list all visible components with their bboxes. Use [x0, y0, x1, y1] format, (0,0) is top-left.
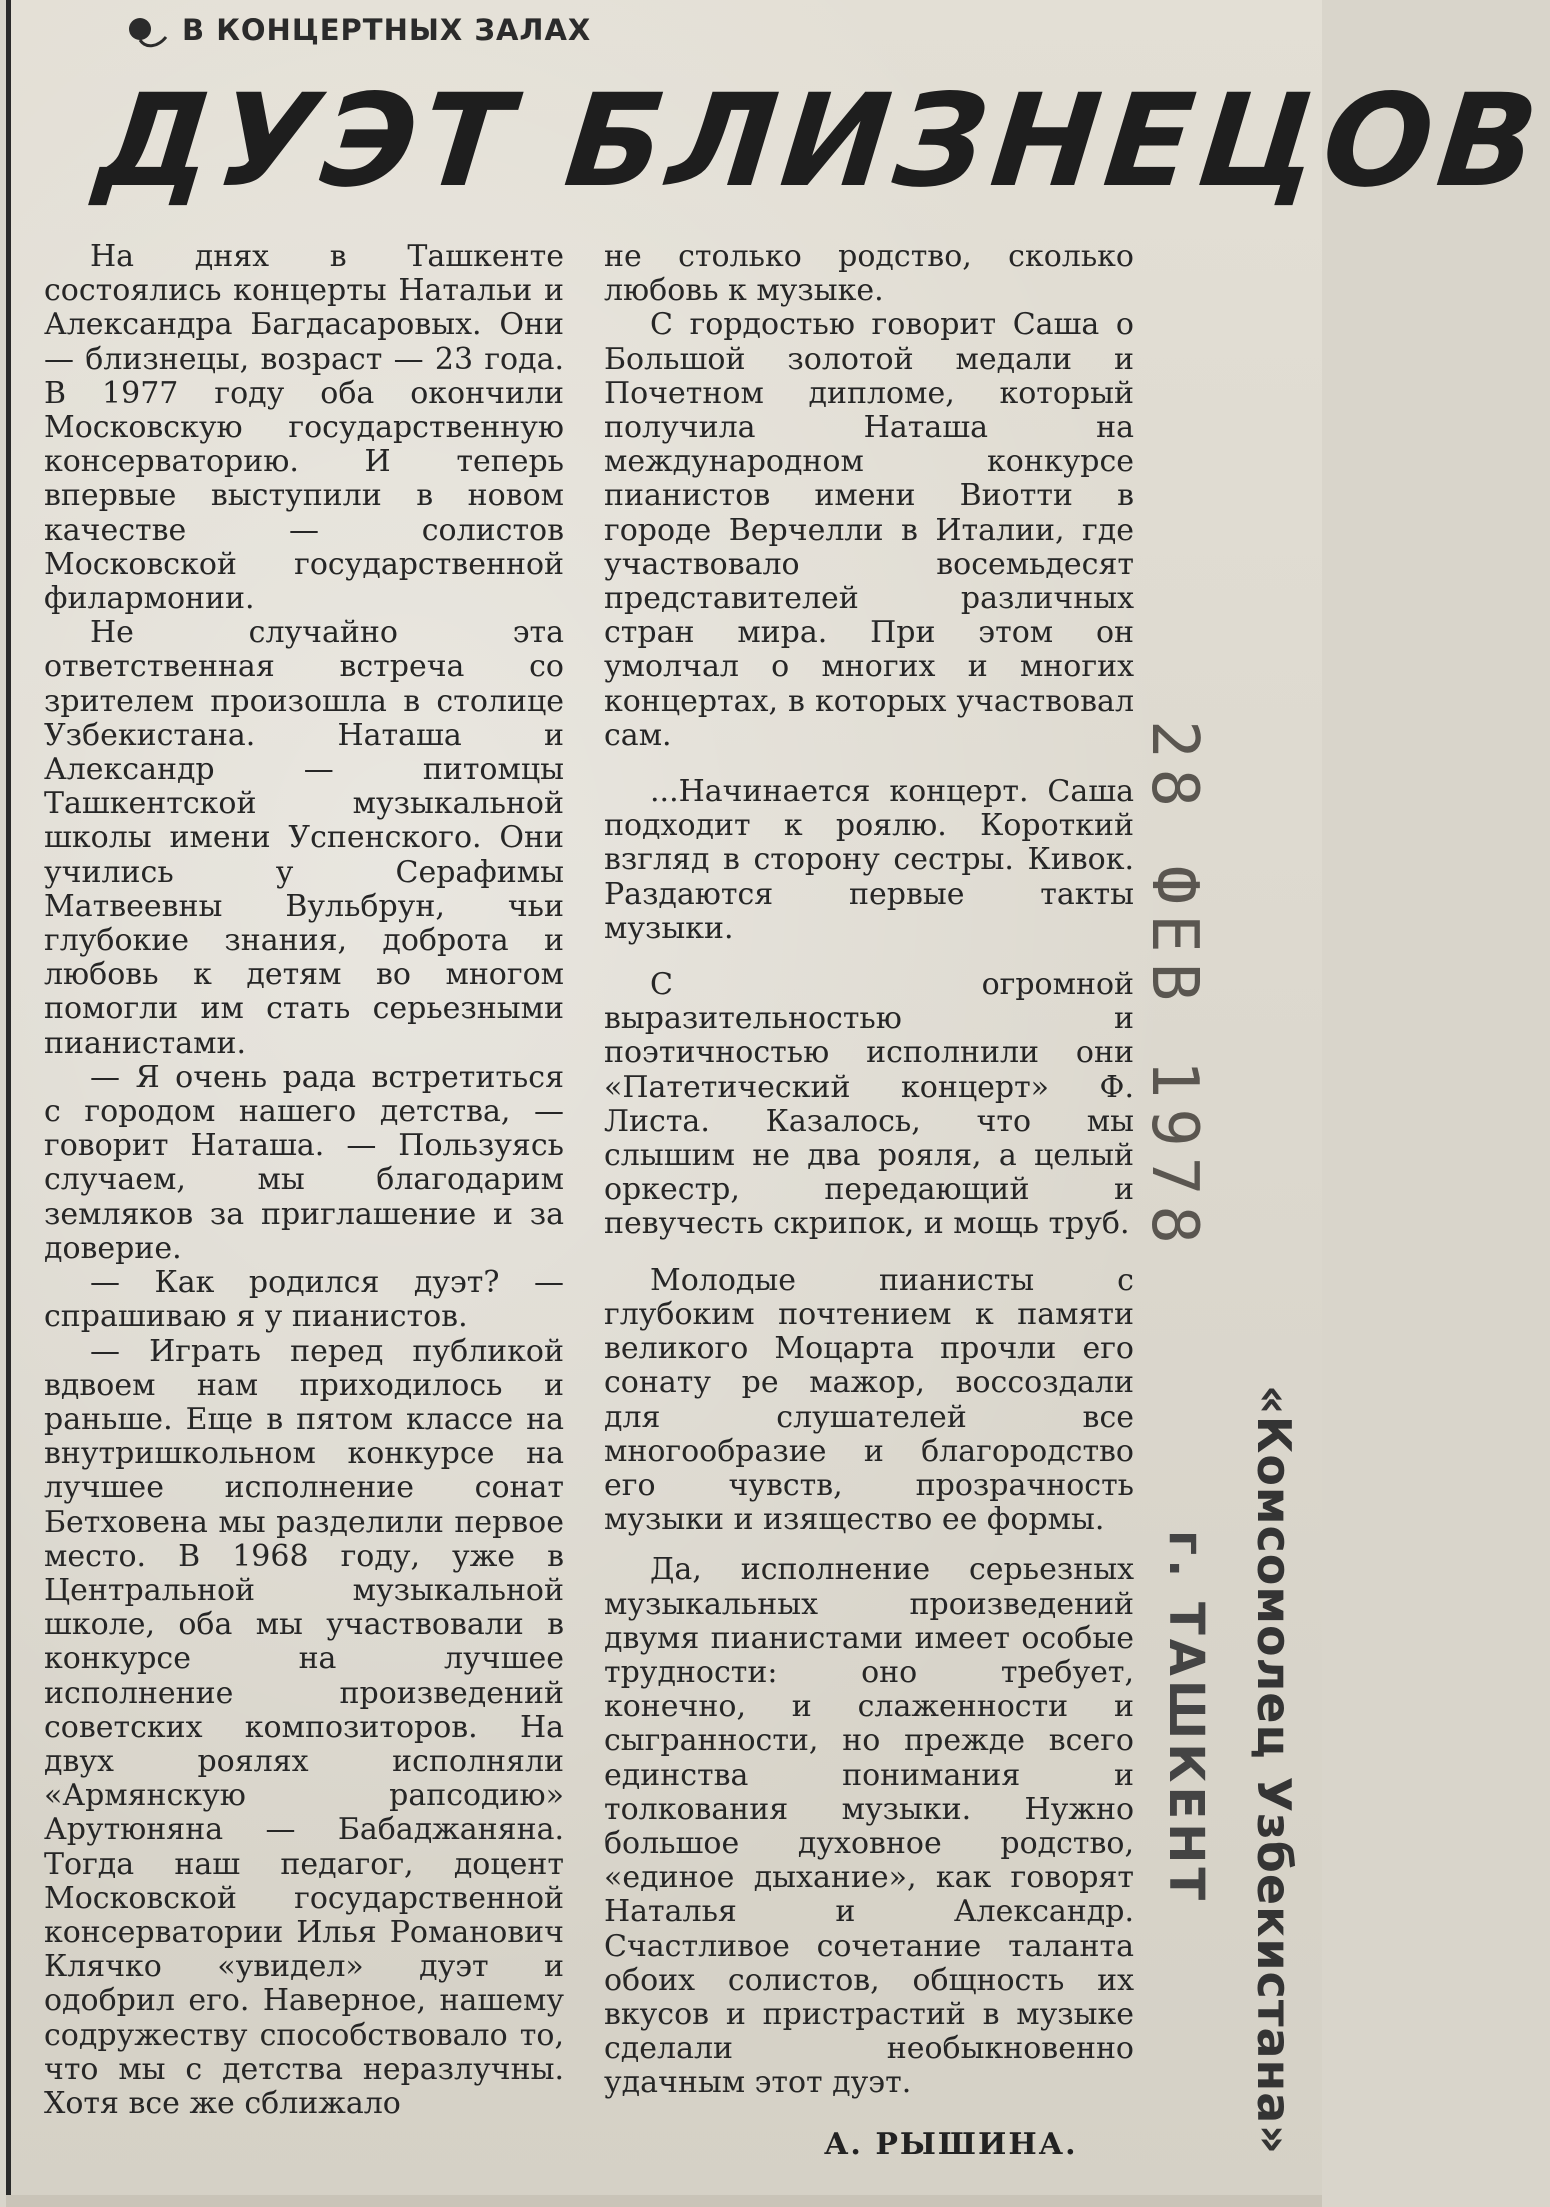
headline: ДУЭТ БЛИЗНЕЦОВ: [90, 67, 1550, 216]
paragraph: Да, исполнение серьезных музыкальных произведений двумя пианистами имеет особые трудности: оно требует, конечно, и слаженности и сыгранности, но прежде всего единства понимания и толкования музыки. Нужно большое духовное родство, «единое дыхание», как говорят Наталья и Александр. Счастливое сочетание таланта обоих солистов, общность их вкусов и пристрастий в музыке сделали необыкновенно удачным этот дуэт.: [604, 1552, 1134, 2101]
paragraph: Молодые пианисты с глубоким почтением к памяти великого Моцарта прочли его сонату ре мажор, воссоздали для слушателей все многообразие и благородство его чувств, прозрачность музыки и изящество ее формы.: [604, 1262, 1134, 1538]
paragraph: — Играть перед публикой вдвоем нам приходилось и раньше. Еще в пятом классе на внутришкольном конкурсе на лучшее исполнение сонат Бетховена мы разделили первое место. В 1968 году, уже в Центральной музыкальной школе, оба мы участвовали в конкурсе на лучшее исполнение произведений советских композиторов. На двух роялях исполняли «Армянскую рапсодию» Арутюняна — Бабаджаняна. Тогда наш педагог, доцент Московской государственной консерватории Илья Романович Клячко «увидел» дуэт и одобрил его. Наверное, нашему содружеству способствовало то, что мы с детства неразлучны. Хотя все же сближало: [44, 1333, 564, 2121]
paragraph: ...Начинается концерт. Саша подходит к роялю. Короткий взгляд в сторону сестры. Кивок. Раздаются первые такты музыки.: [604, 774, 1134, 946]
paragraph: На днях в Ташкенте состоялись концерты Натальи и Александра Багдасаровых. Они — близнецы, возраст — 23 года. В 1977 году оба окончили Московскую государственную консерваторию. И теперь впервые выступили в новом качестве — солистов Московской государственной филармонии.: [44, 239, 564, 617]
paragraph: С гордостью говорит Саша о Большой золотой медали и Почетном дипломе, который получила Наташа на международном конкурсе пианистов имени Виотти в городе Верчелли в Италии, где участвовало восемьдесят представителей различных стран мира. При этом он умолчал о многих и многих концертах, в которых участвовал сам.: [604, 307, 1134, 753]
date-stamp: 28 ФЕВ 1978: [1137, 720, 1211, 1254]
paragraph: — Как родился дуэт? — спрашиваю я у пианистов.: [44, 1265, 564, 1335]
paragraph: — Я очень рада встретиться с городом нашего детства, — говорит Наташа. — Пользуясь случаем, мы благодарим земляков за приглашение и за доверие.: [44, 1059, 564, 1266]
article-column-left: [44, 240, 564, 2121]
clipping-edge: [6, 2195, 1322, 2207]
rubric: [124, 8, 591, 52]
note-bullet-icon: [124, 7, 170, 53]
author-signature: А. РЫШИНА.: [824, 2127, 1078, 2162]
city-stamp: г. ТАШКЕНТ: [1158, 1530, 1214, 1905]
paragraph: не столько родство, сколько любовь к музыке.: [604, 239, 1134, 309]
paragraph: С огромной выразительностью и поэтичностью исполнили они «Патетический концерт» Ф. Листа. Казалось, что мы слышим не два рояля, а целый оркестр, передающий и певучесть скрипок, и мощь труб.: [604, 967, 1134, 1242]
column-rule: [6, 0, 11, 2207]
rubric-label: В КОНЦЕРТНЫХ ЗАЛАХ: [182, 13, 592, 47]
newspaper-name-stamp: «Комсомолец Узбекистана»: [1247, 1385, 1301, 2156]
article-column-right: [604, 240, 1134, 2101]
newspaper-clipping: [6, 0, 1550, 2207]
paragraph: Не случайно эта ответственная встреча со зрителем произошла в столице Узбекистана. Наташа и Александр — питомцы Ташкентской музыкальной школы имени Успенского. Они учились у Серафимы Матвеевны Вульбрун, чьи глубокие знания, доброта и любовь к детям во многом помогли им стать серьезными пианистами.: [44, 615, 564, 1061]
